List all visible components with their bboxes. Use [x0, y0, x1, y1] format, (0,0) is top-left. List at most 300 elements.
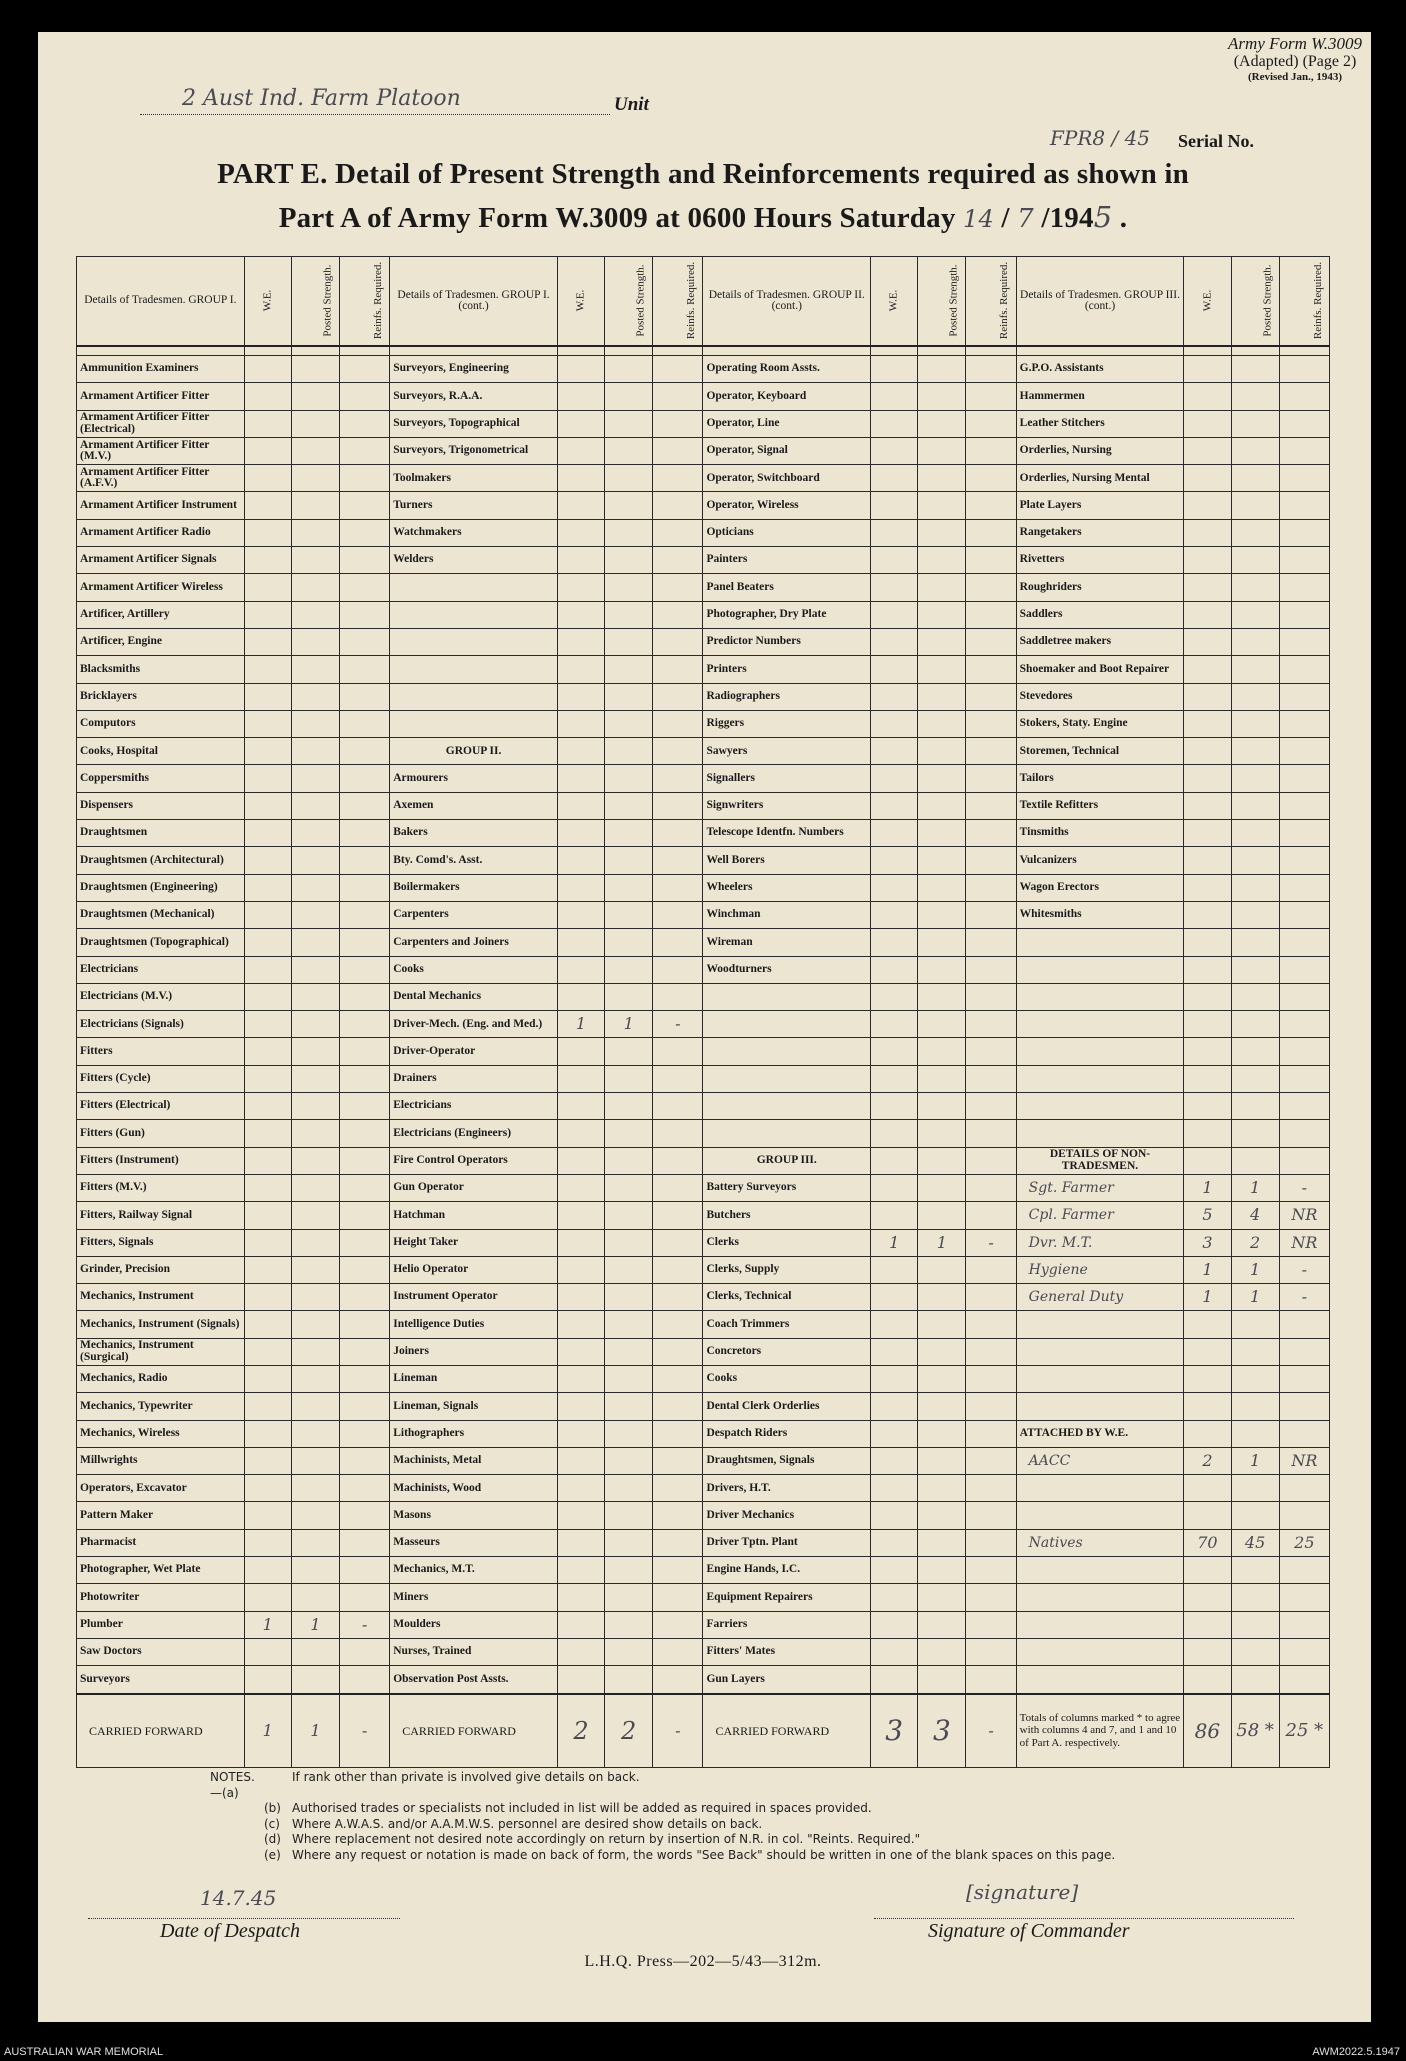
posted-cell — [605, 1229, 653, 1256]
commander-signature-label: Signature of Commander — [928, 1920, 1130, 1942]
reinfs-cell — [340, 1147, 390, 1174]
we-cell — [1184, 383, 1231, 410]
we-cell — [1184, 847, 1231, 874]
we-cell — [557, 628, 604, 655]
we-cell — [244, 738, 291, 765]
we-cell — [244, 656, 291, 683]
we-cell — [871, 1338, 918, 1365]
posted-cell — [1231, 547, 1279, 574]
reinfs-cell — [1279, 383, 1329, 410]
trade-label: Despatch Riders — [703, 1420, 871, 1447]
trade-label: Rangetakers — [1016, 519, 1184, 546]
reinfs-cell — [1279, 1147, 1329, 1174]
reinfs-cell — [340, 1311, 390, 1338]
reinfs-cell — [653, 956, 703, 983]
reinfs-cell — [653, 847, 703, 874]
we-cell — [557, 1120, 604, 1147]
reinfs-cell — [653, 1229, 703, 1256]
posted-cell — [291, 574, 339, 601]
we-cell — [244, 1147, 291, 1174]
trade-label: Stokers, Staty. Engine — [1016, 710, 1184, 737]
posted-cell — [291, 1502, 339, 1529]
we-cell — [244, 1666, 291, 1694]
posted-cell — [291, 983, 339, 1010]
reinfs-cell — [340, 383, 390, 410]
date-year-printed: 194 — [1049, 202, 1094, 234]
trade-label: Photowriter — [77, 1584, 245, 1611]
we-cell — [244, 1529, 291, 1556]
we-cell — [244, 929, 291, 956]
commander-signature-line — [874, 1918, 1294, 1919]
trade-label — [390, 656, 558, 683]
trade-label: Fitters, Signals — [77, 1229, 245, 1256]
we-cell — [871, 765, 918, 792]
trade-label — [1016, 1120, 1184, 1147]
header-spacer-row — [77, 346, 1330, 356]
reinfs-cell: - — [653, 1011, 703, 1038]
reinfs-cell — [340, 1120, 390, 1147]
reinfs-cell — [653, 410, 703, 437]
trade-label: Operator, Line — [703, 410, 871, 437]
posted-cell — [918, 874, 966, 901]
reinfs-cell — [340, 656, 390, 683]
trade-label: Computors — [77, 710, 245, 737]
trade-label — [1016, 1611, 1184, 1638]
we-cell: 1 — [1184, 1284, 1231, 1311]
posted-cell — [1231, 1147, 1279, 1174]
trade-label: AACC — [1016, 1447, 1184, 1474]
we-cell — [871, 1311, 918, 1338]
posted-cell — [605, 465, 653, 492]
posted-cell — [918, 1174, 966, 1201]
cf-g1-we: 1 — [244, 1694, 291, 1768]
we-cell: 5 — [1184, 1202, 1231, 1229]
table-row — [77, 1174, 1330, 1201]
reinfs-cell — [1279, 1011, 1329, 1038]
date-separator-2: / — [1041, 202, 1050, 234]
we-cell — [557, 1529, 604, 1556]
we-cell — [244, 1557, 291, 1584]
we-cell — [557, 519, 604, 546]
posted-cell — [605, 1420, 653, 1447]
trade-label — [1016, 1365, 1184, 1392]
reinfs-cell — [1279, 901, 1329, 928]
we-cell — [557, 383, 604, 410]
trade-label — [390, 683, 558, 710]
posted-cell — [1231, 1338, 1279, 1365]
posted-cell — [291, 956, 339, 983]
trade-label: Masons — [390, 1502, 558, 1529]
posted-cell — [918, 1093, 966, 1120]
trade-label: Cooks, Hospital — [77, 738, 245, 765]
reinfs-cell — [340, 1475, 390, 1502]
posted-cell — [605, 410, 653, 437]
posted-cell: 1 — [918, 1229, 966, 1256]
note-key: NOTES.—(a) — [210, 1770, 255, 1800]
trade-label — [1016, 929, 1184, 956]
we-cell — [557, 465, 604, 492]
posted-cell — [918, 1202, 966, 1229]
posted-cell — [918, 1147, 966, 1174]
reinfs-cell — [653, 1420, 703, 1447]
col-header-reinfs: Reinfs. Required. — [1279, 257, 1329, 347]
table-row — [77, 710, 1330, 737]
table-row — [77, 437, 1330, 464]
reinfs-cell — [966, 1038, 1016, 1065]
we-cell — [557, 1393, 604, 1420]
trade-label: Predictor Numbers — [703, 628, 871, 655]
trade-label — [703, 1093, 871, 1120]
posted-cell — [1231, 1393, 1279, 1420]
trade-label: Surveyors, R.A.A. — [390, 383, 558, 410]
trade-label: Butchers — [703, 1202, 871, 1229]
trade-label: Armament Artificer Fitter — [77, 383, 245, 410]
posted-cell — [291, 656, 339, 683]
date-month-handwritten: 7 — [1017, 204, 1034, 234]
posted-cell — [291, 1311, 339, 1338]
we-cell — [244, 1475, 291, 1502]
reinfs-cell — [966, 1529, 1016, 1556]
posted-cell — [1231, 1638, 1279, 1665]
we-cell — [244, 792, 291, 819]
reinfs-cell — [1279, 792, 1329, 819]
reinfs-cell — [966, 1666, 1016, 1694]
we-cell — [244, 628, 291, 655]
date-period: . — [1112, 202, 1128, 234]
we-cell — [557, 820, 604, 847]
posted-cell — [605, 1256, 653, 1283]
reinfs-cell — [1279, 710, 1329, 737]
we-cell — [244, 983, 291, 1010]
we-cell — [1184, 1420, 1231, 1447]
table-row — [77, 574, 1330, 601]
we-cell — [244, 1229, 291, 1256]
reinfs-cell — [966, 901, 1016, 928]
we-cell — [871, 1202, 918, 1229]
posted-cell — [1231, 465, 1279, 492]
posted-cell — [1231, 656, 1279, 683]
trade-label: Stevedores — [1016, 683, 1184, 710]
posted-cell — [605, 1393, 653, 1420]
unit-handwritten: 2 Aust Ind. Farm Platoon — [182, 86, 461, 111]
we-cell — [244, 1311, 291, 1338]
reinfs-cell — [966, 1120, 1016, 1147]
col-header-we: W.E. — [244, 257, 291, 347]
posted-cell — [1231, 983, 1279, 1010]
table-row — [77, 628, 1330, 655]
posted-cell — [605, 1202, 653, 1229]
table-row — [77, 1393, 1330, 1420]
trade-label: General Duty — [1016, 1284, 1184, 1311]
reinfs-cell — [966, 1475, 1016, 1502]
posted-cell — [291, 929, 339, 956]
trade-label: Clerks — [703, 1229, 871, 1256]
trade-label: Mechanics, Radio — [77, 1365, 245, 1392]
reinfs-cell — [1279, 820, 1329, 847]
note-key: (d) — [264, 1832, 281, 1846]
posted-cell — [1231, 1093, 1279, 1120]
table-row — [77, 465, 1330, 492]
we-cell — [244, 847, 291, 874]
posted-cell — [605, 383, 653, 410]
reinfs-cell — [653, 1338, 703, 1365]
posted-cell — [605, 1584, 653, 1611]
reinfs-cell — [1279, 1365, 1329, 1392]
trade-label: Opticians — [703, 519, 871, 546]
trade-label: Operator, Wireless — [703, 492, 871, 519]
posted-cell — [605, 1174, 653, 1201]
cf-g3-we: 3 — [871, 1694, 918, 1768]
we-cell — [244, 820, 291, 847]
posted-cell — [918, 1338, 966, 1365]
trade-label: DETAILS OF NON-TRADESMEN. — [1016, 1147, 1184, 1174]
reinfs-cell — [653, 574, 703, 601]
we-cell — [557, 1093, 604, 1120]
trade-label: ATTACHED BY W.E. — [1016, 1420, 1184, 1447]
trade-label: Cooks — [703, 1365, 871, 1392]
we-cell — [871, 874, 918, 901]
trade-label: Coppersmiths — [77, 765, 245, 792]
posted-cell — [1231, 574, 1279, 601]
reinfs-cell — [966, 1093, 1016, 1120]
trade-label: G.P.O. Assistants — [1016, 356, 1184, 383]
we-cell — [244, 1202, 291, 1229]
reinfs-cell — [653, 1475, 703, 1502]
posted-cell — [291, 820, 339, 847]
trade-label: Hatchman — [390, 1202, 558, 1229]
trade-label: Cooks — [390, 956, 558, 983]
posted-cell — [1231, 765, 1279, 792]
table-row — [77, 929, 1330, 956]
trade-label: Nurses, Trained — [390, 1638, 558, 1665]
we-cell — [871, 738, 918, 765]
posted-cell — [918, 465, 966, 492]
we-cell — [1184, 1638, 1231, 1665]
reinfs-cell — [340, 574, 390, 601]
we-cell — [1184, 956, 1231, 983]
col-header-posted: Posted Strength. — [918, 257, 966, 347]
posted-cell — [918, 929, 966, 956]
posted-cell — [291, 437, 339, 464]
posted-cell — [918, 738, 966, 765]
we-cell — [557, 1584, 604, 1611]
table-row — [77, 820, 1330, 847]
cf-g1-posted: 1 — [291, 1694, 339, 1768]
posted-cell — [918, 1584, 966, 1611]
trade-label: Draughtsmen (Architectural) — [77, 847, 245, 874]
reinfs-cell — [966, 628, 1016, 655]
note-text: If rank other than private is involved give details on back. — [292, 1770, 640, 1784]
table-row — [77, 765, 1330, 792]
reinfs-cell — [966, 820, 1016, 847]
table-row — [77, 1284, 1330, 1311]
table-row — [77, 1638, 1330, 1665]
table-row — [77, 1256, 1330, 1283]
we-cell — [557, 410, 604, 437]
trade-label: Fitters (M.V.) — [77, 1174, 245, 1201]
cf-g3-posted: 3 — [918, 1694, 966, 1768]
posted-cell — [1231, 1420, 1279, 1447]
posted-cell — [605, 1338, 653, 1365]
we-cell — [244, 1420, 291, 1447]
trade-label: Artificer, Engine — [77, 628, 245, 655]
reinfs-cell — [340, 820, 390, 847]
posted-cell — [918, 1256, 966, 1283]
posted-cell — [605, 710, 653, 737]
trade-label: Draughtsmen (Topographical) — [77, 929, 245, 956]
reinfs-cell: - — [340, 1611, 390, 1638]
trade-label: Surveyors — [77, 1666, 245, 1694]
trade-label — [390, 574, 558, 601]
trade-label: Armourers — [390, 765, 558, 792]
posted-cell — [291, 1475, 339, 1502]
title-line-1: PART E. Detail of Present Strength and Reinforcements required as shown in — [217, 158, 1189, 190]
reinfs-cell — [966, 356, 1016, 383]
trade-label: Draughtsmen (Mechanical) — [77, 901, 245, 928]
col-header-group-1-cont: Details of Tradesmen. GROUP I. (cont.) — [390, 257, 558, 347]
trade-label: Dvr. M.T. — [1016, 1229, 1184, 1256]
posted-cell — [918, 656, 966, 683]
trade-label: Coach Trimmers — [703, 1311, 871, 1338]
posted-cell — [918, 437, 966, 464]
we-cell — [1184, 1311, 1231, 1338]
we-cell — [871, 956, 918, 983]
trade-label: Plate Layers — [1016, 492, 1184, 519]
trade-label: Fitters (Electrical) — [77, 1093, 245, 1120]
despatch-date-label: Date of Despatch — [160, 1920, 300, 1942]
we-cell — [557, 710, 604, 737]
reinfs-cell — [653, 874, 703, 901]
we-cell — [871, 683, 918, 710]
we-cell — [1184, 1557, 1231, 1584]
reinfs-cell — [653, 1174, 703, 1201]
reinfs-cell — [966, 1284, 1016, 1311]
posted-cell — [918, 574, 966, 601]
note-text: Where A.W.A.S. and/or A.A.M.W.S. personnel are desired show details on back. — [292, 1816, 763, 1831]
note-text: Where replacement not desired note accordingly on return by insertion of N.R. in col. "Reints. Required." — [292, 1832, 921, 1846]
we-cell — [871, 465, 918, 492]
posted-cell — [1231, 820, 1279, 847]
trade-label: Signwriters — [703, 792, 871, 819]
posted-cell — [918, 847, 966, 874]
posted-cell: 1 — [1231, 1284, 1279, 1311]
reinfs-cell — [340, 1256, 390, 1283]
trade-label: Miners — [390, 1584, 558, 1611]
reinfs-cell — [653, 1447, 703, 1474]
posted-cell: 1 — [605, 1011, 653, 1038]
reinfs-cell — [653, 683, 703, 710]
trade-label — [703, 983, 871, 1010]
title-line-2 — [0, 200, 1406, 235]
reinfs-cell — [340, 628, 390, 655]
carried-forward-label: CARRIED FORWARD — [77, 1694, 245, 1768]
trade-label: Mechanics, Instrument (Surgical) — [77, 1338, 245, 1365]
we-cell — [871, 983, 918, 1010]
posted-cell — [1231, 738, 1279, 765]
reinfs-cell — [1279, 492, 1329, 519]
we-cell — [244, 1011, 291, 1038]
reinfs-cell — [1279, 1666, 1329, 1694]
despatch-date-line — [88, 1918, 400, 1919]
posted-cell — [291, 1529, 339, 1556]
we-cell — [1184, 1120, 1231, 1147]
trade-label: Electricians (M.V.) — [77, 983, 245, 1010]
trade-label: Operating Room Assts. — [703, 356, 871, 383]
posted-cell — [291, 1120, 339, 1147]
we-cell — [871, 492, 918, 519]
posted-cell — [1231, 437, 1279, 464]
posted-cell — [918, 519, 966, 546]
we-cell — [557, 874, 604, 901]
table-row — [77, 1584, 1330, 1611]
posted-cell — [918, 1065, 966, 1092]
reinfs-cell — [1279, 356, 1329, 383]
we-cell — [244, 1284, 291, 1311]
posted-cell — [605, 1038, 653, 1065]
totals-note: Totals of columns marked * to agree with columns 4 and 7, and 1 and 10 of Part A. respectively. — [1016, 1694, 1184, 1768]
we-cell — [244, 1338, 291, 1365]
reinfs-cell — [340, 465, 390, 492]
posted-cell — [1231, 1065, 1279, 1092]
trade-label: Dispensers — [77, 792, 245, 819]
posted-cell — [291, 1011, 339, 1038]
trade-label — [1016, 1011, 1184, 1038]
reinfs-cell — [653, 1202, 703, 1229]
we-cell — [244, 383, 291, 410]
reinfs-cell — [966, 1202, 1016, 1229]
we-cell — [244, 1174, 291, 1201]
trade-label: Mechanics, Typewriter — [77, 1393, 245, 1420]
table-row — [77, 1447, 1330, 1474]
we-cell — [871, 1120, 918, 1147]
reinfs-cell: - — [1279, 1256, 1329, 1283]
we-cell — [557, 983, 604, 1010]
we-cell — [871, 437, 918, 464]
we-cell — [244, 1365, 291, 1392]
we-cell — [244, 1038, 291, 1065]
posted-cell — [291, 1256, 339, 1283]
posted-cell — [291, 1365, 339, 1392]
trade-label: Carpenters and Joiners — [390, 929, 558, 956]
reinfs-cell — [1279, 1393, 1329, 1420]
trade-label: Storemen, Technical — [1016, 738, 1184, 765]
trade-label: Armament Artificer Instrument — [77, 492, 245, 519]
we-cell — [557, 901, 604, 928]
we-cell — [244, 601, 291, 628]
reinfs-cell — [966, 410, 1016, 437]
reinfs-cell — [340, 1557, 390, 1584]
reinfs-cell — [340, 792, 390, 819]
trade-label: Plumber — [77, 1611, 245, 1638]
trade-label: Shoemaker and Boot Repairer — [1016, 656, 1184, 683]
posted-cell — [918, 1311, 966, 1338]
trade-label — [1016, 1393, 1184, 1420]
trade-label: Observation Post Assts. — [390, 1666, 558, 1694]
posted-cell — [291, 1229, 339, 1256]
posted-cell: 1 — [1231, 1256, 1279, 1283]
reinfs-cell — [966, 1065, 1016, 1092]
posted-cell — [918, 1475, 966, 1502]
posted-cell — [1231, 383, 1279, 410]
posted-cell — [291, 410, 339, 437]
we-cell — [557, 656, 604, 683]
reinfs-cell — [340, 1638, 390, 1665]
trade-label — [1016, 1557, 1184, 1584]
reinfs-cell — [1279, 1557, 1329, 1584]
trade-label: Riggers — [703, 710, 871, 737]
reinfs-cell — [966, 1147, 1016, 1174]
we-cell: 1 — [557, 1011, 604, 1038]
